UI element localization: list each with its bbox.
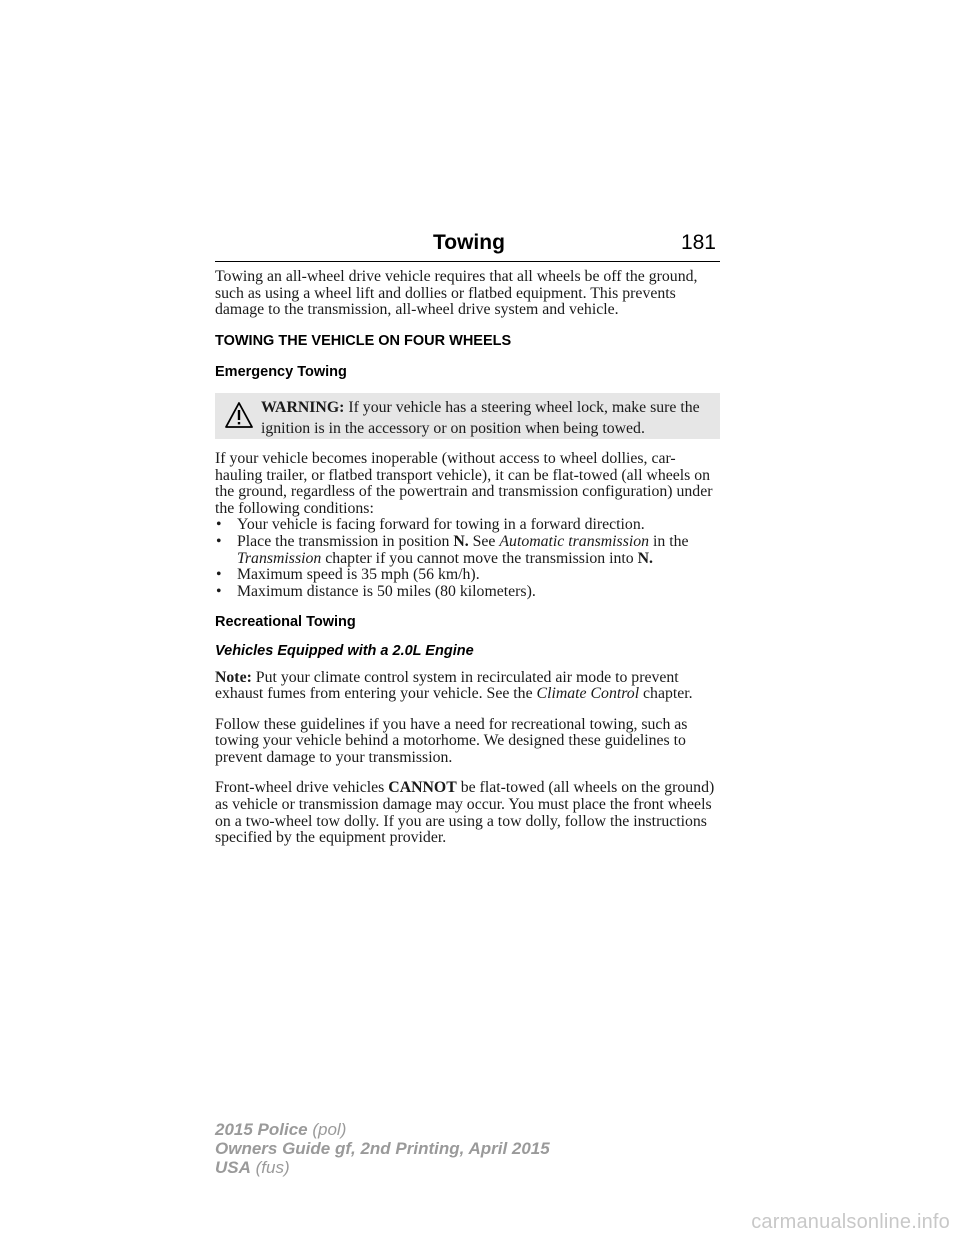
warning-text	[261, 397, 714, 439]
page-number: 181	[680, 231, 716, 254]
warning-message: If your vehicle has a steering wheel lock, make sure the ignition is in the accessory or on position when being towed.	[261, 398, 700, 437]
bullet-icon: •	[216, 566, 222, 584]
intro-paragraph: Towing an all-wheel drive vehicle requires that all wheels be off the ground, such as using a wheel lift and dollies or flatbed equipment. This prevents damage to the transmission, all-wheel drive system and vehicle.	[215, 268, 698, 319]
footer-line-2: Owners Guide gf, 2nd Printing, April 2015	[215, 1139, 550, 1158]
bullet-icon: •	[216, 516, 222, 534]
front-wheel-drive-paragraph: Front-wheel drive vehicles CANNOT be flat-towed (all wheels on the ground) as vehicle or transmission damage may occur. You must place the front wheels on a two-wheel tow dolly. If you are using a tow dolly, follow the instructions specified by the equipment provider.	[215, 779, 715, 847]
list-item: • Maximum speed is 35 mph (56 km/h).	[216, 566, 480, 584]
page-header	[215, 231, 720, 262]
note-label: Note:	[215, 668, 252, 686]
bullet-icon: •	[216, 532, 222, 550]
footer-line-1: 2015 Police (pol)	[215, 1120, 347, 1139]
list-item: • Place the transmission in position N. See Automatic transmission in the Transmission chapter if you cannot move the transmission into N.	[216, 532, 689, 567]
automatic-transmission-link[interactable]: Automatic transmission	[499, 532, 650, 550]
engine-subheading: Vehicles Equipped with a 2.0L Engine	[215, 642, 474, 659]
watermark: carmanualsonline.info	[751, 1211, 950, 1233]
list-item: • Maximum distance is 50 miles (80 kilometers).	[216, 582, 536, 600]
guidelines-paragraph: Follow these guidelines if you have a need for recreational towing, such as towing your vehicle behind a motorhome. We designed these guidelines to prevent damage to your transmission.	[215, 715, 688, 766]
recreational-towing-heading: Recreational Towing	[215, 614, 356, 631]
warning-label: WARNING:	[261, 398, 345, 416]
page-footer	[215, 1120, 550, 1177]
emergency-paragraph: If your vehicle becomes inoperable (without access to wheel dollies, car-hauling trailer, or flatbed transport vehicle), it can be flat-towed (all wheels on the ground, regardless of the powertrain and transmission configuration) under the following conditions:	[215, 449, 713, 517]
bullet-icon: •	[216, 582, 222, 600]
transmission-chapter-link[interactable]: Transmission	[237, 549, 322, 567]
footer-line-3: USA (fus)	[215, 1158, 290, 1177]
warning-icon	[225, 401, 253, 429]
climate-control-link[interactable]: Climate Control	[536, 685, 640, 703]
note-paragraph: Note: Put your climate control system in recirculated air mode to prevent exhaust fumes from entering your vehicle. See the Climate Control chapter.	[215, 668, 693, 703]
conditions-list	[215, 517, 720, 600]
page-title: Towing	[433, 231, 505, 254]
warning-box	[215, 393, 720, 439]
list-item: • Your vehicle is facing forward for towing in a forward direction.	[216, 516, 645, 534]
emergency-towing-heading: Emergency Towing	[215, 364, 347, 381]
section-heading: TOWING THE VEHICLE ON FOUR WHEELS	[215, 332, 512, 349]
page-body	[215, 269, 720, 861]
